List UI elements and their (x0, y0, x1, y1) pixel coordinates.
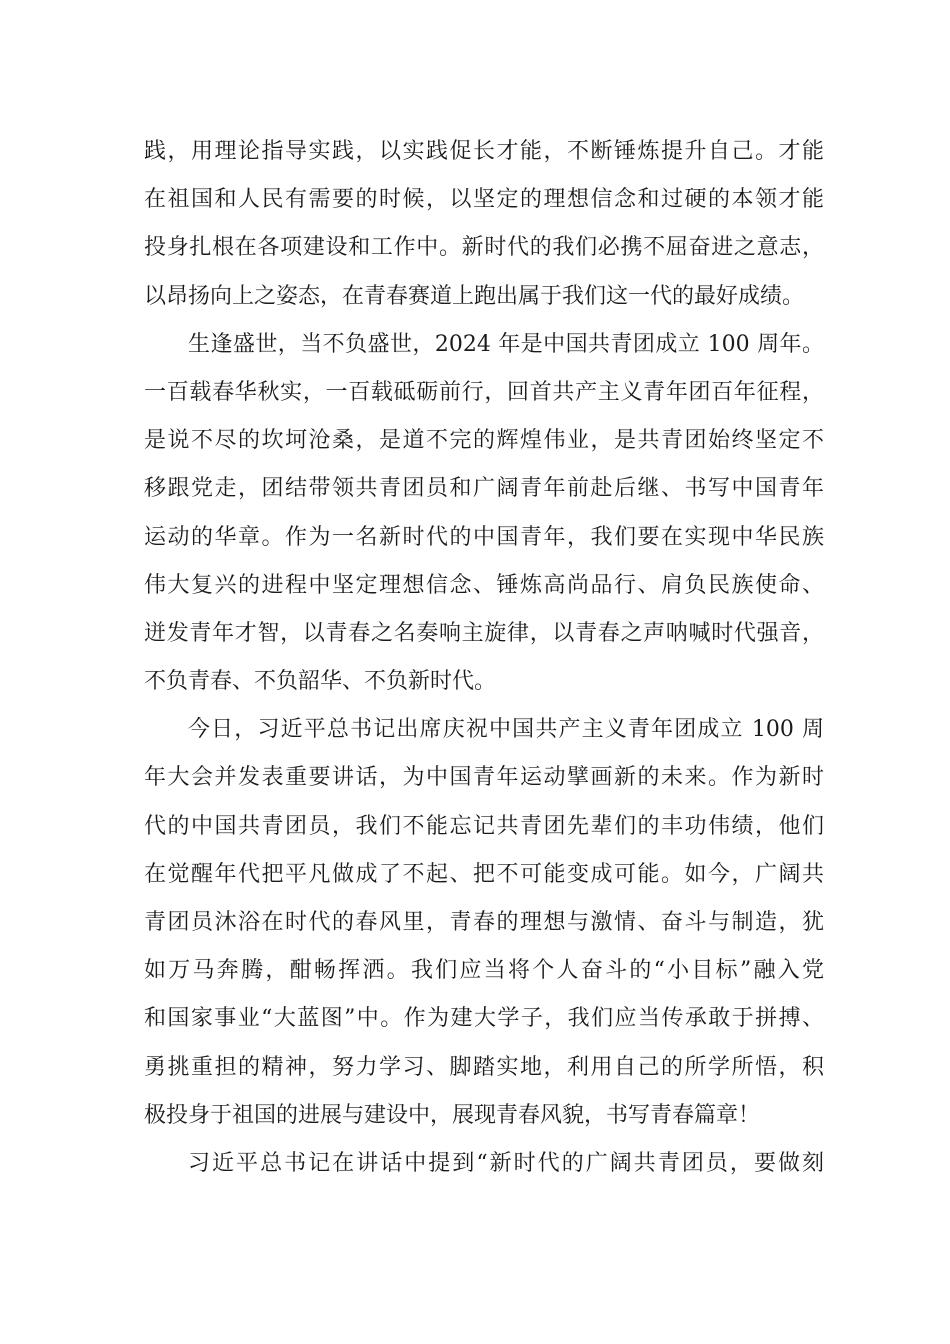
text-line: 习近平总书记在讲话中提到“新时代的广阔共青团员，要做刻 (188, 1150, 824, 1176)
text-line: 迸发青年才智，以青春之名奏响主旋律，以青春之声呐喊时代强音， (144, 620, 824, 646)
text-line: 投身扎根在各项建设和工作中。新时代的我们必携不屈奋进之意志， (144, 235, 824, 261)
text-line: 伟大复兴的进程中坚定理想信念、锤炼高尚品行、肩负民族使命、 (144, 572, 824, 598)
text-line: 在祖国和人民有需要的时候，以坚定的理想信念和过硬的本领才能 (144, 187, 824, 213)
text-line: 年大会并发表重要讲话，为中国青年运动擘画新的未来。作为新时 (144, 765, 824, 791)
text-line: 一百载春华秋实，一百载砥砺前行，回首共产主义青年团百年征程， (144, 379, 824, 405)
text-line: 在觉醒年代把平凡做成了不起、把不可能变成可能。如今，广阔共 (144, 861, 824, 887)
text-line: 不负青春、不负韶华、不负新时代。 (144, 669, 497, 695)
text-line: 青团员沐浴在时代的春风里，青春的理想与激情、奋斗与制造，犹 (144, 910, 824, 935)
text-line: 极投身于祖国的进展与建设中，展现青春风貌，书写青春篇章！ (144, 1102, 761, 1128)
text-line: 移跟党走，团结带领共青团员和广阔青年前赴后继、书写中国青年 (144, 476, 824, 502)
text-line: 代的中国共青团员，我们不能忘记共青团先辈们的丰功伟绩，他们 (144, 813, 824, 839)
text-line: 践，用理论指导实践，以实践促长才能，不断锤炼提升自己。才能 (144, 139, 824, 164)
text-line: 生逢盛世，当不负盛世，2024 年是中国共青团成立 100 周年。 (188, 331, 824, 357)
text-line: 如万马奔腾，酣畅挥洒。我们应当将个人奋斗的“小目标”融入党 (144, 958, 824, 984)
document-body (144, 128, 824, 1188)
text-line: 今日，习近平总书记出席庆祝中国共产主义青年团成立 100 周 (188, 717, 824, 743)
text-line: 以昂扬向上之姿态，在青春赛道上跑出属于我们这一代的最好成绩。 (144, 283, 805, 309)
text-line: 勇挑重担的精神，努力学习、脚踏实地，利用自己的所学所悟，积 (144, 1054, 824, 1080)
text-line: 是说不尽的坎坷沧桑，是道不完的辉煌伟业，是共青团始终坚定不 (144, 428, 824, 454)
text-line: 和国家事业“大蓝图”中。作为建大学子，我们应当传承敢于拼搏、 (144, 1006, 824, 1032)
text-line: 运动的华章。作为一名新时代的中国青年，我们要在实现中华民族 (144, 524, 824, 550)
